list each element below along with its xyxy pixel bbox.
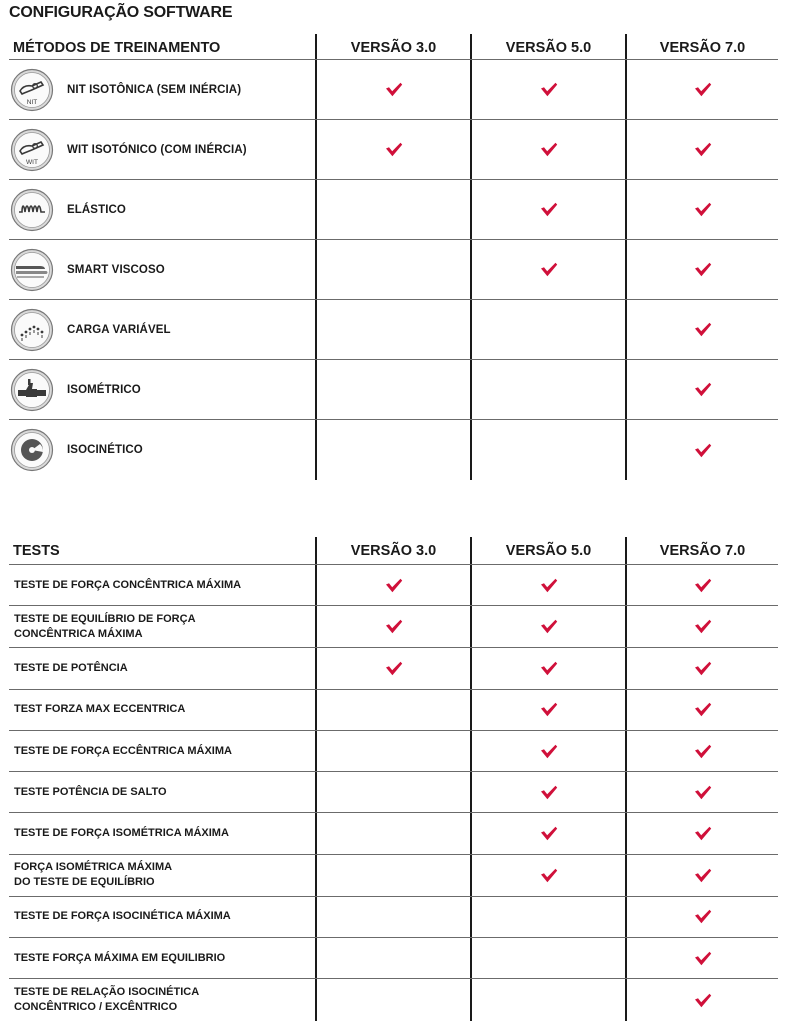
checkmark-icon [694,909,712,924]
cell-v5 [470,855,625,896]
column-header-v7: VERSÃO 7.0 [625,537,778,564]
checkmark-icon [540,82,558,97]
column-header-tests: TESTS [13,543,60,559]
checkmark-icon [694,202,712,217]
checkmark-icon [694,82,712,97]
table-row [9,979,778,1021]
cell-v3 [315,897,470,937]
method-label: NIT ISOTÔNICA (SEM INÉRCIA) [67,83,242,96]
cell-v5 [470,897,625,937]
test-label-line: TESTE FORÇA MÁXIMA EM EQUILIBRIO [14,951,226,964]
test-label-line: TESTE DE FORÇA CONCÊNTRICA MÁXIMA [14,578,242,591]
checkmark-icon [694,744,712,759]
test-label [9,897,315,937]
table-row [9,813,778,854]
column-header-v7: VERSÃO 7.0 [625,34,778,59]
method-cell [9,240,315,299]
variable-load-icon [10,308,54,352]
table-row [9,120,778,180]
method-cell [9,360,315,419]
checkmark-icon [385,82,403,97]
cell-v5 [470,240,625,299]
cell-v7 [625,565,778,605]
cell-v7 [625,690,778,730]
cell-v5 [470,772,625,812]
cell-v7 [625,938,778,978]
method-label: CARGA VARIÁVEL [67,323,171,336]
checkmark-icon [694,661,712,676]
cell-v3 [315,690,470,730]
cell-v5 [470,360,625,419]
method-label: ISOCINÉTICO [67,444,143,456]
cell-v7 [625,300,778,359]
test-label-line: FORÇA ISOMÉTRICA MÁXIMA [14,861,173,874]
table-row [9,855,778,897]
cell-v3 [315,360,470,419]
table-row [9,420,778,480]
test-label-line: TESTE POTÊNCIA DE SALTO [14,785,167,798]
wit-icon [10,128,54,172]
checkmark-icon [540,202,558,217]
cell-v3 [315,772,470,812]
test-label-line: DO TESTE DE EQUILÍBRIO [14,876,155,889]
cell-v5 [470,120,625,179]
cell-v7 [625,731,778,771]
table-row [9,565,778,606]
table-row [9,606,778,648]
checkmark-icon [385,619,403,634]
test-label-line: TESTE DE EQUILÍBRIO DE FORÇA [14,612,196,625]
checkmark-icon [694,578,712,593]
table-header [9,34,778,60]
checkmark-icon [694,262,712,277]
cell-v3 [315,979,470,1021]
cell-v3 [315,606,470,647]
method-label: WIT ISOTÓNICO (COM INÉRCIA) [67,143,247,156]
test-label [9,690,315,730]
cell-v5 [470,813,625,853]
cell-v7 [625,813,778,853]
cell-v3 [315,813,470,853]
cell-v7 [625,855,778,896]
isokinetic-icon [10,428,54,472]
cell-v3 [315,180,470,239]
table-row [9,938,778,979]
test-label-line: TESTE DE RELAÇÃO ISOCINÉTICA [14,986,200,999]
test-label [9,855,315,896]
test-label [9,813,315,853]
svg-text:WIT: WIT [26,158,38,166]
checkmark-icon [540,826,558,841]
table-row [9,360,778,420]
table-row [9,300,778,360]
method-cell [9,420,315,480]
test-label [9,772,315,812]
test-label [9,565,315,605]
method-cell [9,300,315,359]
table-row [9,772,778,813]
cell-v3 [315,60,470,119]
spring-icon [10,188,54,232]
checkmark-icon [694,382,712,397]
table-row [9,240,778,300]
test-label-line: TESTE DE POTÊNCIA [14,661,128,674]
cell-v3 [315,300,470,359]
cell-v7 [625,897,778,937]
cell-v3 [315,855,470,896]
checkmark-icon [694,868,712,883]
cell-v5 [470,648,625,688]
cell-v5 [470,731,625,771]
checkmark-icon [540,142,558,157]
table-row [9,648,778,689]
checkmark-icon [540,262,558,277]
table-row [9,60,778,120]
method-label: ISOMÉTRICO [67,383,141,396]
table-header [9,537,778,565]
cell-v3 [315,731,470,771]
test-label [9,606,315,647]
test-label-line: TESTE DE FORÇA ISOCINÉTICA MÁXIMA [14,910,231,923]
cell-v7 [625,240,778,299]
cell-v7 [625,60,778,119]
cell-v5 [470,979,625,1021]
cell-v7 [625,120,778,179]
column-header-v3: VERSÃO 3.0 [315,34,470,59]
test-label [9,648,315,688]
svg-text:NIT: NIT [26,98,38,106]
checkmark-icon [540,785,558,800]
checkmark-icon [540,578,558,593]
method-cell [9,120,315,179]
cell-v5 [470,420,625,480]
cell-v3 [315,120,470,179]
column-header-v5: VERSÃO 5.0 [470,34,625,59]
checkmark-icon [385,661,403,676]
nit-icon [10,68,54,112]
test-label-line: TEST FORZA MAX ECCENTRICA [14,703,186,716]
training-methods-table [9,34,778,480]
checkmark-icon [694,702,712,717]
cell-v5 [470,60,625,119]
viscous-icon [10,248,54,292]
cell-v3 [315,565,470,605]
checkmark-icon [694,993,712,1008]
cell-v3 [315,240,470,299]
method-cell [9,180,315,239]
checkmark-icon [385,578,403,593]
checkmark-icon [540,619,558,634]
test-label [9,731,315,771]
checkmark-icon [385,142,403,157]
checkmark-icon [694,619,712,634]
checkmark-icon [540,702,558,717]
checkmark-icon [694,826,712,841]
cell-v7 [625,979,778,1021]
table-row [9,897,778,938]
column-header-v3: VERSÃO 3.0 [315,537,470,564]
cell-v5 [470,300,625,359]
column-header-v5: VERSÃO 5.0 [470,537,625,564]
cell-v7 [625,648,778,688]
cell-v3 [315,420,470,480]
checkmark-icon [694,322,712,337]
cell-v5 [470,180,625,239]
cell-v7 [625,606,778,647]
checkmark-icon [694,951,712,966]
table-row [9,180,778,240]
method-label: SMART VISCOSO [67,263,165,276]
method-cell [9,60,315,119]
method-label: ELÁSTICO [67,203,126,216]
cell-v5 [470,690,625,730]
isometric-icon [10,368,54,412]
checkmark-icon [694,785,712,800]
cell-v7 [625,360,778,419]
checkmark-icon [694,443,712,458]
column-header-methods: MÉTODOS DE TREINAMENTO [13,40,221,56]
cell-v3 [315,938,470,978]
page-title: CONFIGURAÇÃO SOFTWARE [9,4,233,21]
cell-v5 [470,606,625,647]
test-label-line: TESTE DE FORÇA ISOMÉTRICA MÁXIMA [14,827,229,840]
test-label-line: CONCÊNTRICO / EXCÊNTRICO [14,1001,178,1014]
cell-v7 [625,180,778,239]
cell-v7 [625,772,778,812]
cell-v5 [470,565,625,605]
cell-v5 [470,938,625,978]
test-label-line: CONCÊNTRICA MÁXIMA [14,627,143,640]
cell-v3 [315,648,470,688]
table-row [9,731,778,772]
checkmark-icon [540,661,558,676]
checkmark-icon [540,868,558,883]
test-label [9,938,315,978]
test-label [9,979,315,1021]
test-label-line: TESTE DE FORÇA ECCÊNTRICA MÁXIMA [14,744,232,757]
cell-v7 [625,420,778,480]
checkmark-icon [694,142,712,157]
tests-table [9,537,778,1021]
checkmark-icon [540,744,558,759]
table-row [9,690,778,731]
